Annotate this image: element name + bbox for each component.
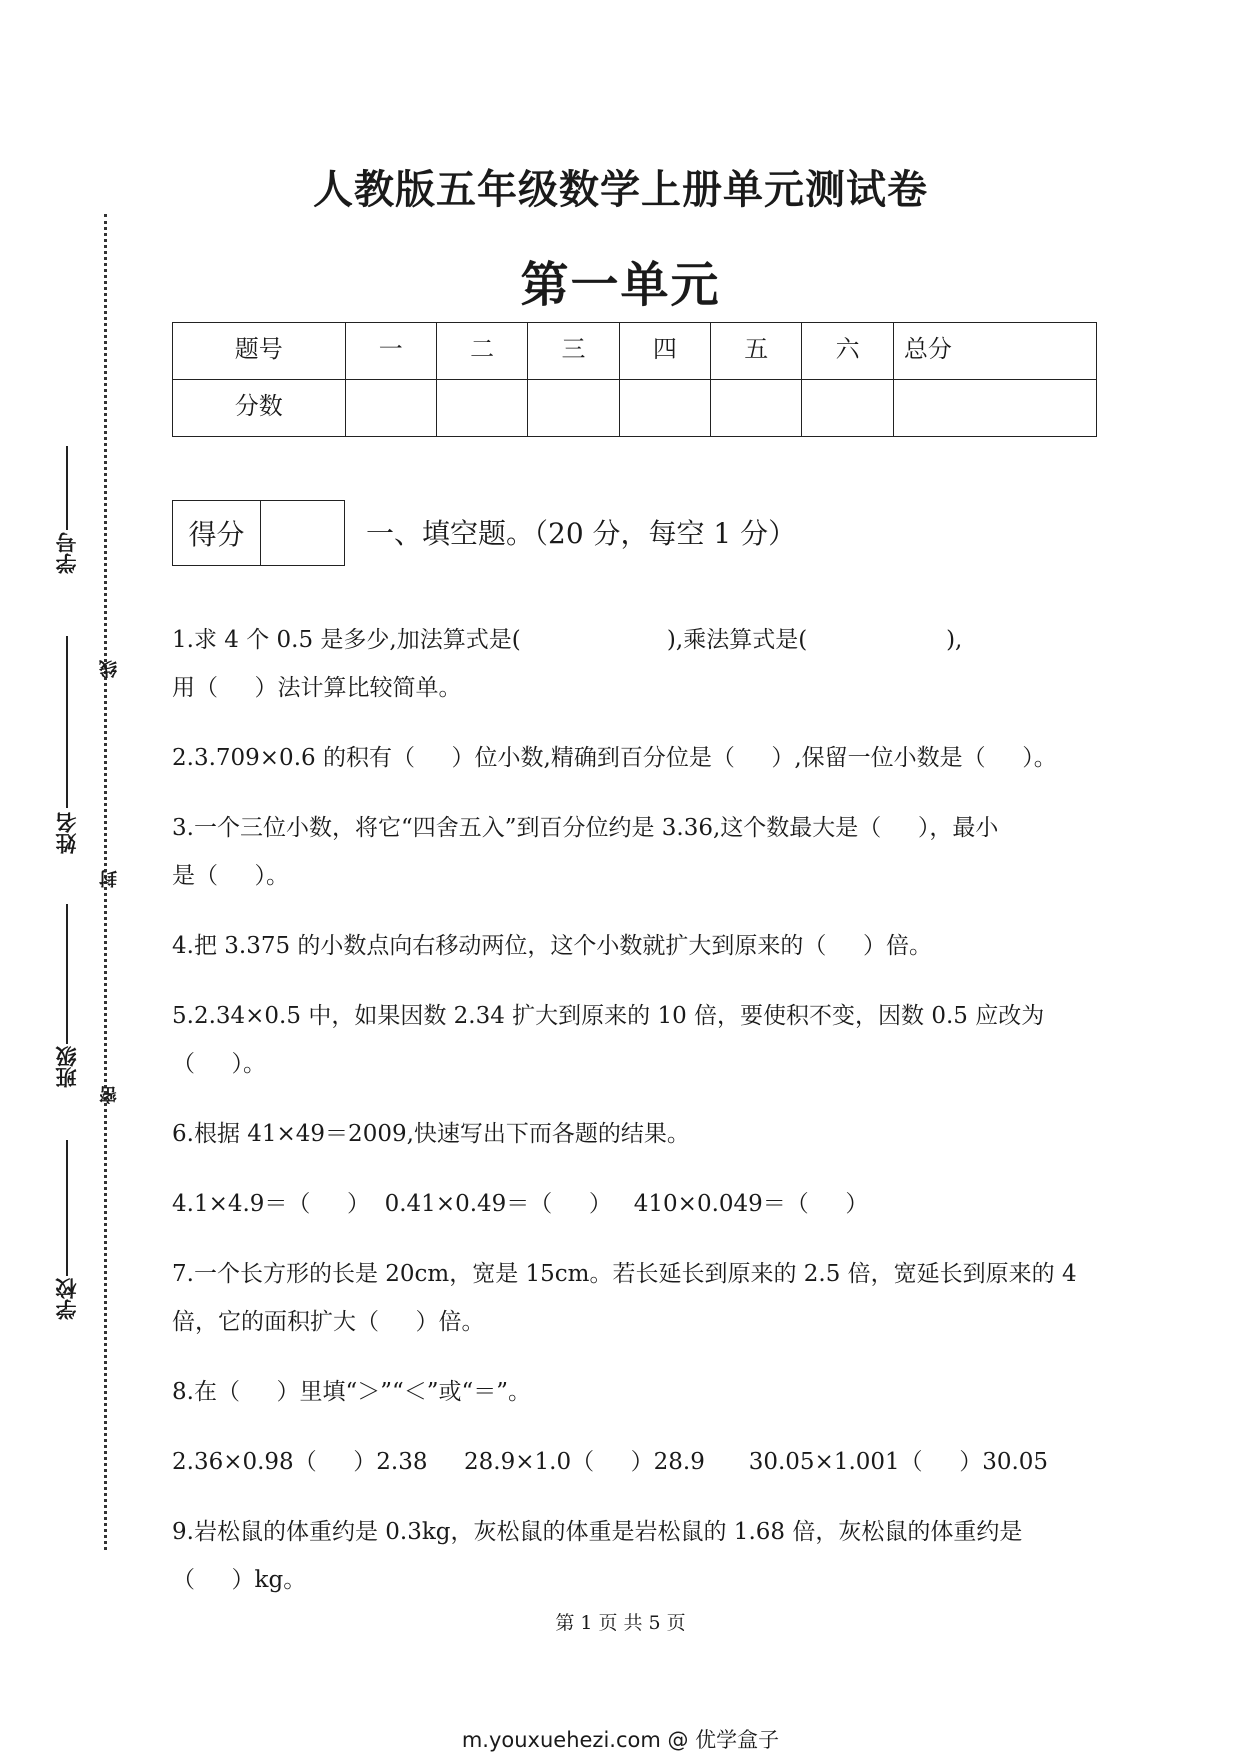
- question-line: 3.一个三位小数，将它“四舍五入”到百分位约是 3.36,这个数最大是（ ），最小: [172, 815, 999, 841]
- question-line: 8.在（ ）里填“＞”“＜”或“＝”。: [172, 1379, 532, 1405]
- section-score-box: [172, 500, 345, 566]
- score-cell: [802, 380, 893, 437]
- name-label: 姓名: [54, 812, 79, 854]
- score-table-header-row: [173, 323, 1097, 380]
- score-table: [172, 322, 1097, 437]
- school-underline: [66, 1140, 68, 1276]
- score-table-header-cell: 三: [528, 323, 619, 380]
- student-id-label: 学号: [54, 532, 79, 574]
- seal-line-char: 线: [99, 660, 120, 678]
- student-id-underline: [66, 446, 68, 530]
- question-line: 9.岩松鼠的体重约是 0.3kg，灰松鼠的体重是岩松鼠的 1.68 倍，灰松鼠的体重约是: [172, 1519, 1023, 1545]
- question-line: 倍，它的面积扩大（ ）倍。: [172, 1309, 485, 1335]
- question-line: 1.求 4 个 0.5 是多少,加法算式是( ),乘法算式是( ),: [172, 627, 963, 653]
- page-number: 第 1 页 共 5 页: [555, 1612, 686, 1634]
- class-underline: [66, 904, 68, 1044]
- score-table-header-cell: 五: [711, 323, 802, 380]
- score-table-header-cell: 二: [436, 323, 527, 380]
- question-line: 5.2.34×0.5 中，如果因数 2.34 扩大到原来的 10 倍，要使积不变，因数 0.5 应改为: [172, 1003, 1045, 1029]
- score-table-header-cell: 六: [802, 323, 893, 380]
- question-line: 用（ ）法计算比较简单。: [172, 675, 462, 701]
- name-underline: [66, 636, 68, 808]
- question-line: 2.3.709×0.6 的积有（ ）位小数,精确到百分位是（ ）,保留一位小数是（ ）。: [172, 745, 1057, 771]
- score-table-score-row: [173, 380, 1097, 437]
- score-table-row-label: 分数: [173, 380, 346, 437]
- score-table-header-cell: 四: [619, 323, 710, 380]
- score-table-header-cell: 题号: [173, 323, 346, 380]
- score-cell: [436, 380, 527, 437]
- question-line: （ ）kg。: [172, 1567, 307, 1593]
- exam-title: 人教版五年级数学上册单元测试卷: [313, 166, 928, 213]
- question-line: 7.一个长方形的长是 20cm，宽是 15cm。若长延长到原来的 2.5 倍，宽延长到原来的 4: [172, 1261, 1077, 1287]
- section-heading: 一、填空题。（20 分，每空 1 分）: [366, 517, 797, 550]
- question-line: 6.根据 41×49＝2009,快速写出下而各题的结果。: [172, 1121, 690, 1147]
- question-line: 是（ ）。: [172, 863, 290, 889]
- score-cell: [711, 380, 802, 437]
- score-table-header-cell: 一: [345, 323, 436, 380]
- score-cell: [619, 380, 710, 437]
- question-line: 2.36×0.98（ ）2.38 28.9×1.0（ ）28.9 30.05×1.001（ ）30.05: [172, 1449, 1049, 1475]
- score-table-header-cell: 总分: [893, 323, 1096, 380]
- score-cell: [893, 380, 1096, 437]
- class-label: 班级: [54, 1046, 79, 1088]
- question-line: 4.把 3.375 的小数点向右移动两位，这个小数就扩大到原来的（ ）倍。: [172, 933, 932, 959]
- question-line: （ ）。: [172, 1051, 267, 1077]
- unit-title: 第一单元: [520, 257, 721, 313]
- question-line: 4.1×4.9＝（ ） 0.41×0.49＝（ ） 410×0.049＝（ ）: [172, 1191, 869, 1217]
- seal-seal-char: 封: [99, 870, 120, 888]
- watermark: m.youxuehezi.com @ 优学盒子: [461, 1728, 780, 1752]
- section-score-label: 得分: [173, 501, 261, 565]
- score-cell: [528, 380, 619, 437]
- seal-secret-char: 密: [99, 1086, 120, 1104]
- score-cell: [345, 380, 436, 437]
- school-label: 学校: [54, 1278, 79, 1320]
